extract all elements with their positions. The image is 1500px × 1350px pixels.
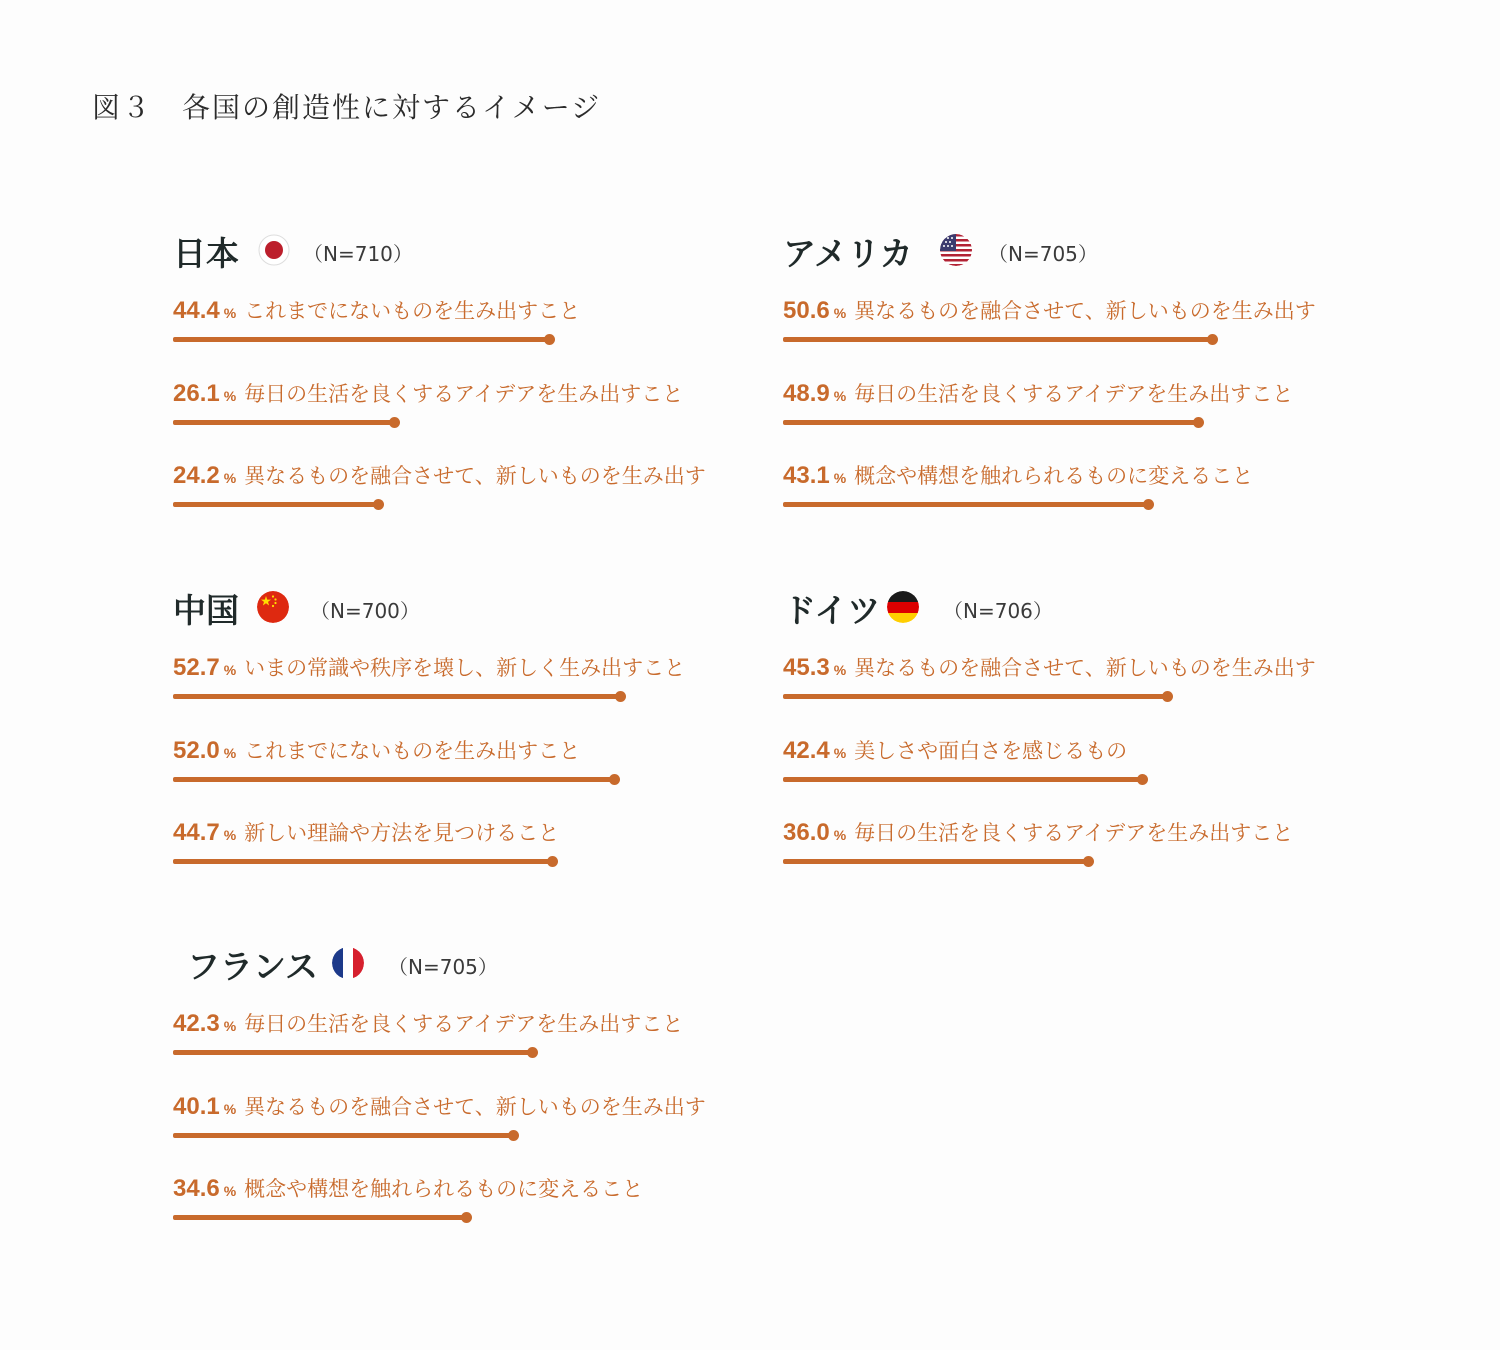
bar-end-dot (609, 774, 620, 785)
bar (783, 694, 1168, 699)
china-flag-icon (257, 591, 289, 623)
percent-sign: % (833, 744, 847, 761)
bar-text (173, 1091, 706, 1121)
bar (173, 1133, 514, 1138)
bar-item (173, 378, 733, 438)
bar-item (783, 295, 1343, 355)
bar-end-dot (1162, 691, 1173, 702)
bar (783, 337, 1213, 342)
bar-item (173, 817, 733, 877)
bar-item (783, 735, 1343, 795)
item-label: 毎日の生活を良くするアイデアを生み出すこと (854, 821, 1294, 845)
percent-sign: % (223, 744, 237, 761)
bar-end-dot (547, 856, 558, 867)
panel-germany (783, 577, 1343, 846)
percent-sign: % (833, 827, 847, 843)
bar-text (173, 1008, 683, 1038)
bar-end-dot (508, 1130, 519, 1141)
sample-size: （N=700） (310, 599, 420, 623)
percent-sign: % (223, 1100, 237, 1117)
sample-size: （N=710） (303, 242, 413, 266)
bar-text (173, 295, 580, 325)
percentage-value: 36.0 (783, 819, 830, 846)
country-name: アメリカ (783, 234, 913, 273)
percent-sign: % (223, 470, 237, 486)
panel-france (173, 933, 733, 1202)
percent-sign: % (833, 387, 847, 404)
bar-end-dot (1193, 417, 1204, 428)
item-label: 新しい理論や方法を見つけること (244, 821, 560, 845)
bar-item (173, 1173, 733, 1233)
bar-end-dot (1137, 774, 1148, 785)
bar-text (173, 378, 683, 408)
country-name: ドイツ (783, 591, 881, 630)
percent-sign: % (223, 827, 237, 843)
bar-end-dot (1143, 499, 1154, 510)
bar-text (783, 652, 1316, 682)
bar-item (173, 735, 733, 795)
percentage-value: 40.1 (173, 1092, 220, 1120)
percentage-value: 44.7 (173, 819, 220, 846)
panel-japan (173, 220, 733, 489)
sample-size: （N=706） (943, 599, 1053, 623)
bar (173, 1050, 533, 1055)
item-label: 異なるものを融合させて、新しいものを生み出す (854, 656, 1316, 680)
bar-end-dot (527, 1047, 538, 1058)
item-label: 毎日の生活を良くするアイデアを生み出すこと (854, 381, 1294, 406)
bar-text (173, 652, 685, 682)
bar-item (173, 1008, 733, 1068)
bar (173, 337, 550, 342)
bar-end-dot (461, 1212, 472, 1223)
percent-sign: % (223, 305, 237, 321)
country-name: 中国 (173, 591, 239, 630)
panel-header (783, 577, 1343, 637)
item-label: これまでにないものを生み出すこと (244, 738, 581, 763)
percentage-value: 48.9 (783, 379, 830, 407)
percent-sign: % (223, 1018, 237, 1034)
bar-end-dot (544, 334, 555, 345)
bar (173, 502, 379, 507)
panel-usa (783, 220, 1343, 489)
percentage-value: 42.3 (173, 1010, 220, 1037)
bar (783, 777, 1143, 782)
bar (173, 694, 621, 699)
germany-flag-icon (887, 591, 919, 623)
bar-item (173, 460, 733, 520)
bar-end-dot (389, 417, 400, 428)
bar-end-dot (615, 691, 626, 702)
bar-item (173, 1091, 733, 1151)
percentage-value: 45.3 (783, 654, 830, 681)
percentage-value: 52.7 (173, 654, 220, 681)
panel-header (173, 220, 733, 280)
percent-sign: % (223, 1183, 237, 1199)
bar (173, 777, 615, 782)
item-label: 毎日の生活を良くするアイデアを生み出すこと (244, 381, 684, 406)
bar-text (173, 460, 706, 490)
item-label: 毎日の生活を良くするアイデアを生み出すこと (244, 1012, 684, 1036)
item-label: いまの常識や秩序を壊し、新しく生み出すこと (244, 656, 686, 680)
bar (783, 420, 1199, 425)
country-name: フランス (187, 947, 319, 986)
bar-end-dot (1207, 334, 1218, 345)
bar-text (173, 817, 559, 847)
item-label: これまでにないものを生み出すこと (244, 299, 581, 323)
percentage-value: 43.1 (783, 462, 830, 489)
item-label: 美しさや面白さを感じるもの (854, 738, 1128, 763)
bar-text (173, 1173, 643, 1203)
bar-item (783, 460, 1343, 520)
item-label: 概念や構想を触れられるものに変えること (854, 464, 1254, 488)
bar-item (783, 378, 1343, 438)
japan-flag-icon (258, 234, 290, 266)
sample-size: （N=705） (388, 955, 498, 979)
panel-china (173, 577, 733, 846)
sample-size: （N=705） (988, 242, 1098, 266)
bar-text (783, 295, 1316, 325)
usa-flag-icon (940, 234, 972, 266)
bar-end-dot (1083, 856, 1094, 867)
item-label: 異なるものを融合させて、新しいものを生み出す (244, 464, 706, 488)
bar-item (173, 652, 733, 712)
percent-sign: % (223, 662, 237, 678)
percentage-value: 42.4 (783, 736, 830, 764)
bar (173, 420, 395, 425)
item-label: 異なるものを融合させて、新しいものを生み出す (854, 299, 1316, 323)
bar-text (783, 378, 1293, 408)
bar-item (173, 295, 733, 355)
percentage-value: 24.2 (173, 462, 220, 489)
bar-text (783, 735, 1127, 765)
percentage-value: 44.4 (173, 297, 220, 324)
bar-text (783, 817, 1293, 847)
item-label: 異なるものを融合させて、新しいものを生み出す (244, 1094, 706, 1119)
percentage-value: 34.6 (173, 1175, 220, 1202)
percentage-value: 50.6 (783, 297, 830, 324)
panel-header (173, 933, 733, 993)
bar (173, 1215, 467, 1220)
percent-sign: % (833, 662, 847, 678)
item-label: 概念や構想を触れられるものに変えること (244, 1177, 644, 1201)
panel-header (783, 220, 1343, 280)
bar-text (173, 735, 580, 765)
bar (783, 502, 1149, 507)
panel-header (173, 577, 733, 637)
percent-sign: % (833, 305, 847, 321)
country-name: 日本 (173, 234, 239, 273)
bar-end-dot (373, 499, 384, 510)
bar (173, 859, 553, 864)
bar (783, 859, 1089, 864)
percent-sign: % (223, 387, 237, 404)
france-flag-icon (332, 947, 364, 979)
figure-title: 図３ 各国の創造性に対するイメージ (92, 91, 602, 124)
bar-item (783, 652, 1343, 712)
percentage-value: 52.0 (173, 736, 220, 764)
bar-text (783, 460, 1253, 490)
percent-sign: % (833, 470, 847, 486)
percentage-value: 26.1 (173, 379, 220, 407)
bar-item (783, 817, 1343, 877)
